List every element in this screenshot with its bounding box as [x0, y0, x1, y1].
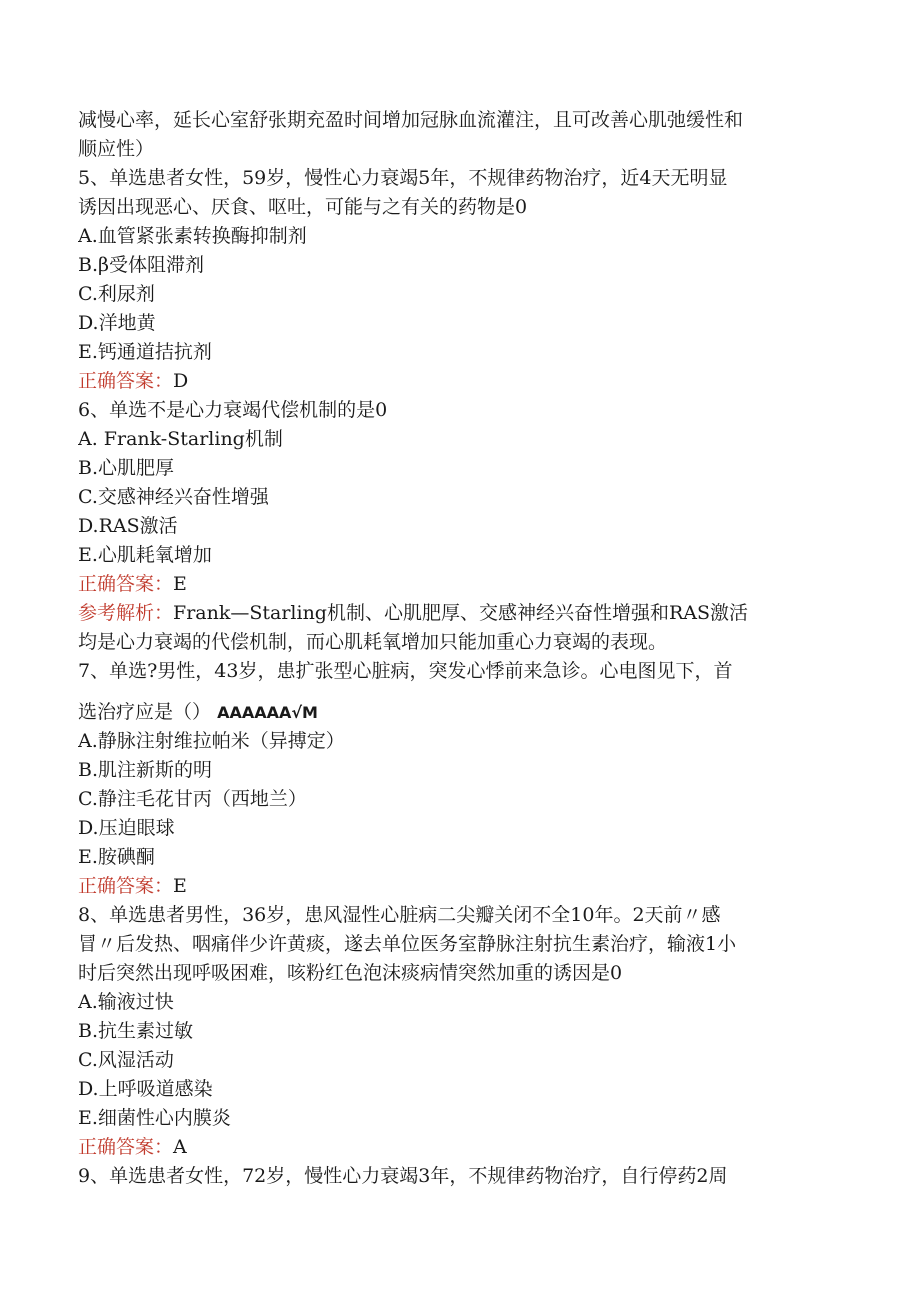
question-8-option-a: A.输液过快	[78, 991, 174, 1013]
question-6-option-b: B.心肌肥厚	[78, 457, 175, 479]
analysis-label: 参考解析：	[78, 602, 174, 624]
answer-label: 正确答案：	[78, 573, 174, 595]
question-7-option-a: A.静脉注射维拉帕米（异搏定）	[78, 730, 345, 752]
document-page	[78, 106, 848, 1191]
question-6-analysis	[78, 599, 848, 628]
question-7-answer	[78, 872, 848, 901]
question-6-stem: 6、单选不是心力衰竭代偿机制的是0	[78, 399, 388, 421]
answer-label: 正确答案：	[78, 370, 174, 392]
question-8-option-b: B.抗生素过敏	[78, 1020, 194, 1042]
question-7-stem-cont	[78, 698, 848, 727]
answer-value: E	[173, 573, 187, 595]
question-6-answer	[78, 570, 848, 599]
question-8-stem: 冒〃后发热、咽痛伴少许黄痰，遂去单位医务室静脉注射抗生素治疗，输液1小	[78, 933, 737, 955]
question-5-answer	[78, 367, 848, 396]
question-7-option-c: C.静注毛花甘丙（西地兰）	[78, 788, 307, 810]
question-6-option-e: E.心肌耗氧增加	[78, 544, 212, 566]
question-8-option-e: E.细菌性心内膜炎	[78, 1107, 231, 1129]
question-7-option-d: D.压迫眼球	[78, 817, 175, 839]
question-8-option-c: C.风湿活动	[78, 1049, 174, 1071]
question-8-stem: 时后突然出现呼吸困难，咳粉红色泡沫痰病情突然加重的诱因是0	[78, 962, 623, 984]
question-6-analysis-cont: 均是心力衰竭的代偿机制，而心肌耗氧增加只能加重心力衰竭的表现。	[78, 631, 668, 653]
text-line: 顺应性）	[78, 138, 155, 160]
question-8-answer	[78, 1133, 848, 1162]
question-7-stem: 7、单选?男性，43岁，患扩张型心脏病，突发心悸前来急诊。心电图见下，首	[78, 660, 733, 682]
question-8-stem: 8、单选患者男性，36岁，患风湿性心脏病二尖瓣关闭不全10年。2天前〃感	[78, 904, 721, 926]
question-5-option-c: C.利尿剂	[78, 283, 155, 305]
question-5-option-a: A.血管紧张素转换酶抑制剂	[78, 225, 307, 247]
answer-value: A	[173, 1136, 187, 1158]
question-5-stem: 诱因出现恶心、厌食、呕吐，可能与之有关的药物是0	[78, 196, 528, 218]
question-7-option-b: B.肌注新斯的明	[78, 759, 213, 781]
analysis-text: Frank—Starling机制、心肌肥厚、交感神经兴奋性增强和RAS激活	[173, 602, 749, 624]
stem-text: 选治疗应是（）	[78, 701, 212, 723]
ecg-figure-text: AAAAAA√M	[217, 703, 318, 722]
answer-label: 正确答案：	[78, 875, 174, 897]
answer-value: D	[173, 370, 189, 392]
question-5-option-e: E.钙通道拮抗剂	[78, 341, 212, 363]
answer-label: 正确答案：	[78, 1136, 174, 1158]
text-line: 减慢心率，延长心室舒张期充盈时间增加冠脉血流灌注，且可改善心肌弛缓性和	[78, 109, 744, 131]
question-5-option-d: D.洋地黄	[78, 312, 156, 334]
question-6-option-d: D.RAS激活	[78, 515, 178, 537]
question-8-option-d: D.上呼吸道感染	[78, 1078, 213, 1100]
question-5-option-b: B.β受体阻滞剂	[78, 254, 204, 276]
answer-value: E	[173, 875, 187, 897]
question-6-option-c: C.交感神经兴奋性增强	[78, 486, 269, 508]
question-6-option-a: A. Frank-Starling机制	[78, 428, 283, 450]
question-5-stem: 5、单选患者女性，59岁，慢性心力衰竭5年，不规律药物治疗，近4天无明显	[78, 167, 728, 189]
question-7-option-e: E.胺碘酮	[78, 846, 155, 868]
question-9-stem: 9、单选患者女性，72岁，慢性心力衰竭3年，不规律药物治疗，自行停药2周	[78, 1165, 728, 1187]
